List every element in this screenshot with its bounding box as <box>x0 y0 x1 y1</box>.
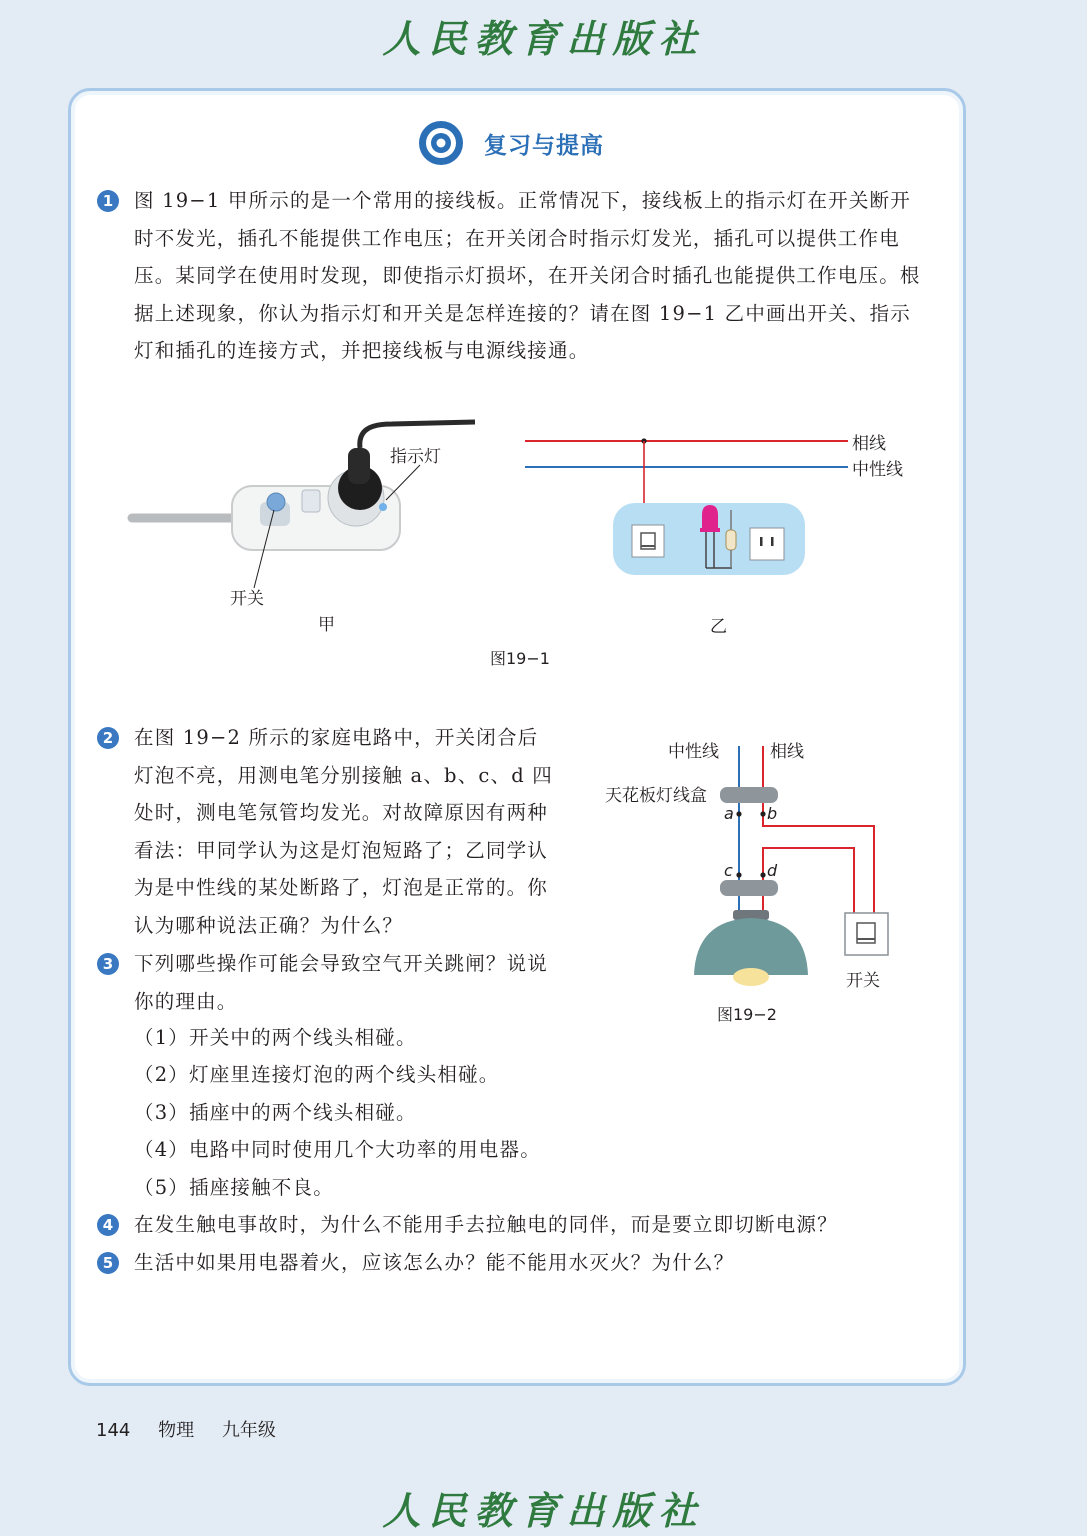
wiring-diagram <box>525 438 848 575</box>
target-icon <box>418 120 464 166</box>
section-title: 复习与提高 <box>484 132 604 159</box>
question-number: 1 <box>97 190 119 212</box>
question-2 <box>102 719 558 944</box>
question-text: 图 19−1 甲所示的是一个常用的接线板。正常情况下，接线板上的指示灯在开关断开时不发光，插孔不能提供工作电压；在开关闭合时指示灯发光，插孔可以提供工作电压。某同学在使用时发现，即使指示灯损坏，在开关闭合时插孔也能提供工作电压。根据上述现象，你认为指示灯和开关是怎样连接的？请在图 19−1 乙中画出开关、指示灯和插孔的连接方式，并把接线板与电源线接通。 <box>134 189 921 362</box>
question-4 <box>102 1206 928 1244</box>
question-5 <box>102 1244 928 1282</box>
label-live: 相线 <box>852 434 886 454</box>
question-number: 4 <box>97 1214 119 1236</box>
question-3 <box>102 945 558 1020</box>
question-text: 下列哪些操作可能会导致空气开关跳闸？说说你的理由。 <box>134 952 549 1013</box>
q3-item: （2）灯座里连接灯泡的两个线头相碰。 <box>134 1063 500 1086</box>
question-text: 在图 19−2 所示的家庭电路中，开关闭合后灯泡不亮，用测电笔分别接触 a、b、c、d 四处时，测电笔氖管均发光。对故障原因有两种看法：甲同学认为这是灯泡短路了；乙同学认为是中性线的某处断路了，灯泡是正常的。你认为哪种说法正确？为什么？ <box>134 726 554 937</box>
label-d: d <box>767 861 778 880</box>
figure-19-2 <box>600 730 920 1040</box>
label-switch: 开关 <box>846 971 880 991</box>
question-number: 5 <box>97 1252 119 1274</box>
label-a: a <box>724 804 734 823</box>
label-neutral: 中性线 <box>668 742 719 762</box>
publisher-logo-top: 人民教育出版社 <box>382 16 705 61</box>
label-jia: 甲 <box>318 615 335 635</box>
section-header <box>418 120 604 166</box>
publisher-logo-bottom: 人民教育出版社 <box>382 1488 705 1533</box>
label-b: b <box>767 804 778 823</box>
q3-item: （3）插座中的两个线头相碰。 <box>134 1101 417 1124</box>
label-neutral: 中性线 <box>852 460 903 480</box>
question-number: 2 <box>97 727 119 749</box>
label-live: 相线 <box>770 742 804 762</box>
label-yi: 乙 <box>710 617 727 637</box>
grade: 九年级 <box>221 1420 276 1441</box>
question-1 <box>102 182 928 370</box>
label-switch: 开关 <box>230 589 264 609</box>
figure-caption: 图19−1 <box>490 649 550 668</box>
figure-19-1 <box>120 410 940 680</box>
q3-item: （1）开关中的两个线头相碰。 <box>134 1026 417 1049</box>
figure-caption: 图19−2 <box>717 1005 777 1024</box>
label-box: 天花板灯线盒 <box>605 786 707 806</box>
q3-item: （4）电路中同时使用几个大功率的用电器。 <box>134 1138 541 1161</box>
subject: 物理 <box>158 1420 195 1441</box>
q3-item: （5）插座接触不良。 <box>134 1176 334 1199</box>
page-number: 144 <box>96 1420 131 1441</box>
label-indicator: 指示灯 <box>390 447 441 467</box>
page-footer <box>96 1416 298 1442</box>
question-text: 在发生触电事故时，为什么不能用手去拉触电的同伴，而是要立即切断电源？ <box>134 1213 838 1236</box>
question-number: 3 <box>97 953 119 975</box>
question-text: 生活中如果用电器着火，应该怎么办？能不能用水灭火？为什么？ <box>134 1251 735 1274</box>
label-c: c <box>724 861 733 880</box>
